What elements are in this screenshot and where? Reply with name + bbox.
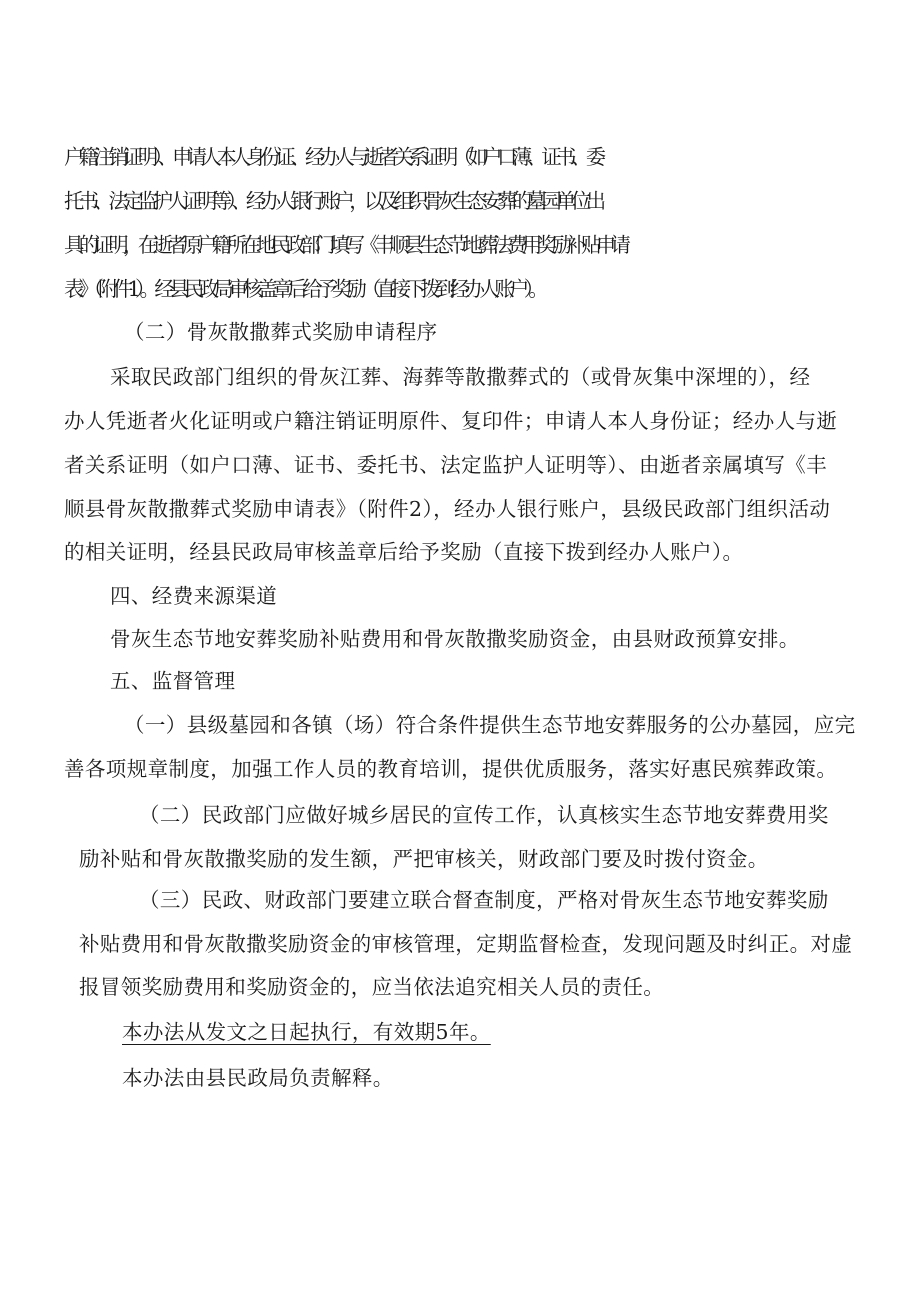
paragraph-line-9: 顺县骨灰散撒葬式奖励申请表》（附件2），经办人银行账户，县级民政部门组织活动 <box>64 497 831 521</box>
paragraph-line-7: 办人凭逝者火化证明或户籍注销证明原件、复印件；申请人本人身份证；经办人与逝 <box>64 409 838 433</box>
section-heading-funding: 四、经费来源渠道 <box>110 584 278 608</box>
paragraph-supervision-3-line-2: 补贴费用和骨灰散撒奖励资金的审核管理，定期监督检查，发现问题及时纠正。对虚 <box>79 932 853 956</box>
section-heading-supervision: 五、监督管理 <box>110 669 236 693</box>
paragraph-supervision-2-line-1: （二）民政部门应做好城乡居民的宣传工作，认真核实生态节地安葬费用奖 <box>139 803 829 827</box>
effective-date-statement: 本办法从发文之日起执行，有效期5年。 <box>122 1020 491 1044</box>
paragraph-line-10: 的相关证明，经县民政局审核盖章后给予奖励（直接下拨到经办人账户）。 <box>64 540 744 564</box>
interpretation-statement: 本办法由县民政局负责解释。 <box>122 1066 394 1090</box>
paragraph-supervision-2-line-2: 励补贴和骨灰散撒奖励的发生额，严把审核关，财政部门要及时拨付资金。 <box>79 847 769 871</box>
paragraph-line-6: 采取民政部门组织的骨灰江葬、海葬等散撒葬式的（或骨灰集中深埋的），经 <box>110 365 811 389</box>
paragraph-line-8: 者关系证明（如户口薄、证书、委托书、法定监护人证明等）、由逝者亲属填写《丰 <box>64 453 828 477</box>
section-heading-bone-ash-scatter: （二）骨灰散撒葬式奖励申请程序 <box>124 320 438 344</box>
paragraph-supervision-3-line-3: 报冒领奖励费用和奖励资金的，应当依法追究相关人员的责任。 <box>79 975 665 999</box>
paragraph-supervision-1-line-1: （一）县级墓园和各镇（场）符合条件提供生态节地安葬服务的公办墓园，应完 <box>124 713 856 737</box>
paragraph-funding: 骨灰生态节地安葬奖励补贴费用和骨灰散撒奖励资金，由县财政预算安排。 <box>110 627 800 651</box>
paragraph-line-4: 表》（附件1）。经县民政局审核盖章后给予奖励（直接下拨到经办人账户）。 <box>64 277 544 301</box>
paragraph-line-3: 具的证明，在逝者原户籍所在地民政部门填写《丰顺县生态节地葬法费用奖励补贴申请 <box>64 233 626 257</box>
paragraph-line-1: 户籍注销证明）、申请人本人身份证、经办人与逝者关系证明（如户口薄、证书、委 <box>64 145 601 169</box>
paragraph-supervision-3-line-1: （三）民政、财政部门要建立联合督查制度，严格对骨灰生态节地安葬奖励 <box>139 888 829 912</box>
paragraph-supervision-1-line-2: 善各项规章制度，加强工作人员的教育培训，提供优质服务，落实好惠民殡葬政策。 <box>64 757 838 781</box>
paragraph-line-2: 托书、法定监护人证明等）、经办人银行账户，以及组织骨灰生态安葬的墓园单位出 <box>64 189 601 213</box>
